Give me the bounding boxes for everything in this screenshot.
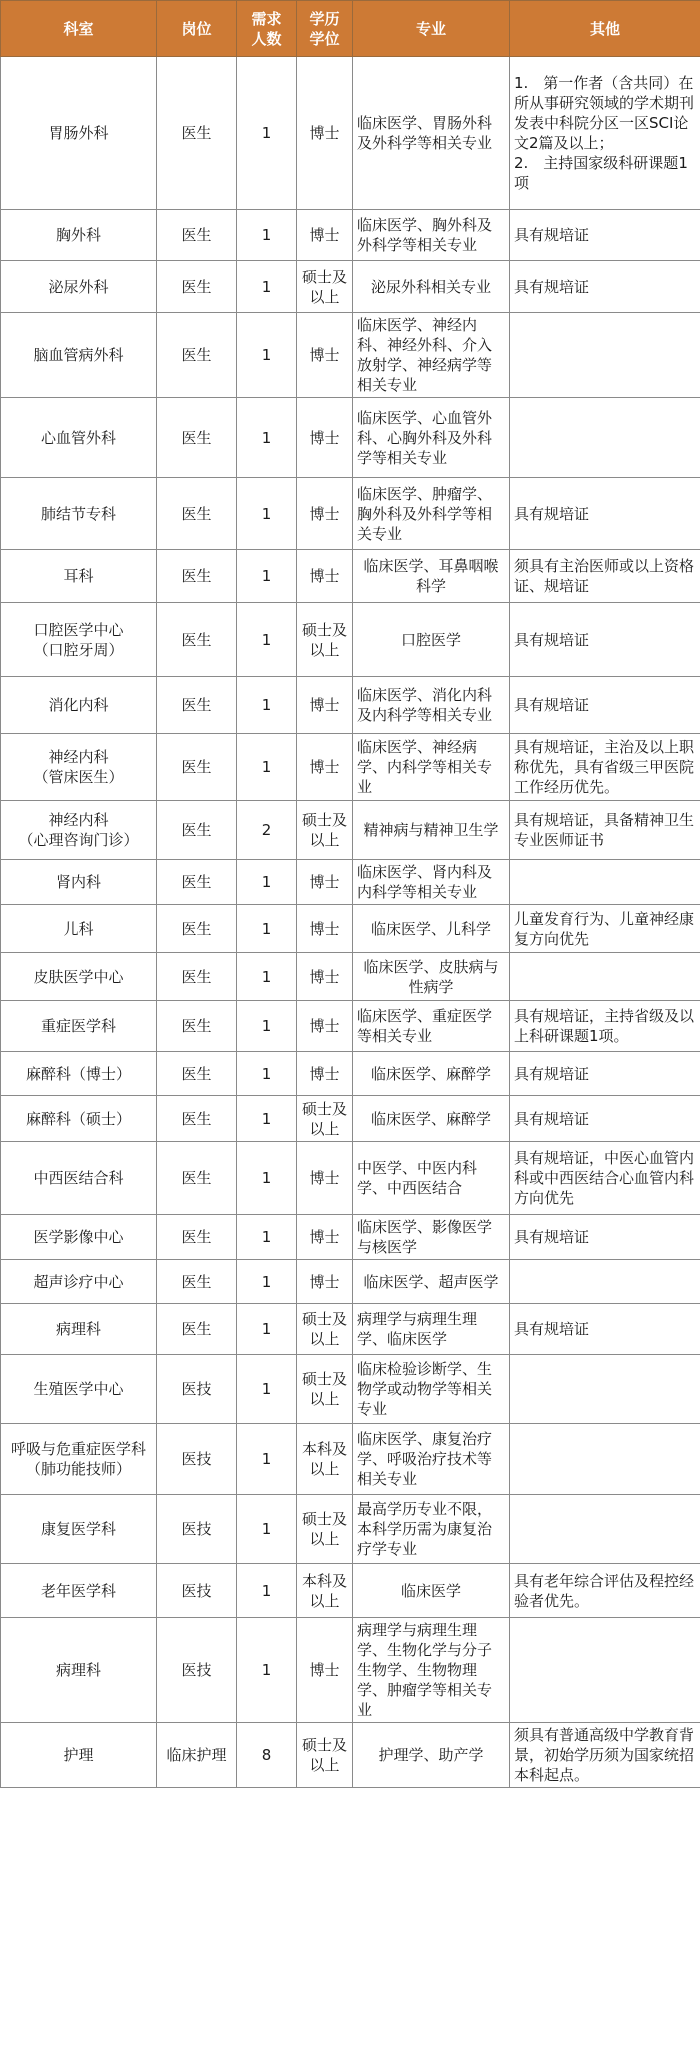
cell-major: 临床医学、神经病学、内科学等相关专业 [353, 734, 510, 801]
table-row [1, 1096, 700, 1142]
cell-count: 1 [237, 550, 297, 603]
cell-degree: 硕士及以上 [297, 1304, 353, 1355]
cell-degree: 博士 [297, 57, 353, 210]
table-row [1, 1260, 700, 1304]
cell-post: 医生 [157, 953, 237, 1001]
cell-dept: 肾内科 [1, 860, 157, 905]
cell-major: 临床医学、康复治疗学、呼吸治疗技术等相关专业 [353, 1424, 510, 1495]
table-row [1, 261, 700, 313]
cell-post: 医生 [157, 57, 237, 210]
table-row [1, 1052, 700, 1096]
cell-dept: 病理科 [1, 1618, 157, 1723]
cell-major: 病理学与病理生理学、生物化学与分子生物学、生物物理学、肿瘤学等相关专业 [353, 1618, 510, 1723]
cell-degree: 博士 [297, 1215, 353, 1260]
cell-other [510, 313, 700, 398]
cell-degree: 博士 [297, 905, 353, 953]
cell-other: 具有规培证 [510, 261, 700, 313]
cell-dept: 胸外科 [1, 210, 157, 261]
cell-post: 医生 [157, 478, 237, 550]
cell-dept: 消化内科 [1, 677, 157, 734]
cell-other [510, 1260, 700, 1304]
cell-count: 1 [237, 1304, 297, 1355]
cell-major: 精神病与精神卫生学 [353, 801, 510, 860]
cell-major: 临床医学、皮肤病与性病学 [353, 953, 510, 1001]
cell-other: 具有规培证，主持省级及以上科研课题1项。 [510, 1001, 700, 1052]
cell-major: 临床医学、影像医学与核医学 [353, 1215, 510, 1260]
cell-count: 1 [237, 478, 297, 550]
cell-count: 1 [237, 734, 297, 801]
cell-degree: 博士 [297, 860, 353, 905]
cell-count: 2 [237, 801, 297, 860]
cell-post: 医生 [157, 677, 237, 734]
cell-dept: 麻醉科（硕士） [1, 1096, 157, 1142]
cell-degree: 博士 [297, 1001, 353, 1052]
table-row [1, 1304, 700, 1355]
cell-major: 临床检验诊断学、生物学或动物学等相关专业 [353, 1355, 510, 1424]
table-row [1, 1723, 700, 1788]
cell-post: 医生 [157, 1215, 237, 1260]
cell-dept: 超声诊疗中心 [1, 1260, 157, 1304]
cell-other: 儿童发育行为、儿童神经康复方向优先 [510, 905, 700, 953]
cell-major: 临床医学 [353, 1564, 510, 1618]
cell-dept: 肺结节专科 [1, 478, 157, 550]
header-post: 岗位 [157, 1, 237, 57]
cell-post: 医生 [157, 210, 237, 261]
header-count: 需求 人数 [237, 1, 297, 57]
cell-degree: 硕士及以上 [297, 261, 353, 313]
cell-major: 临床医学、肿瘤学、胸外科及外科学等相关专业 [353, 478, 510, 550]
header-row [1, 1, 700, 57]
cell-count: 1 [237, 398, 297, 478]
cell-count: 1 [237, 1260, 297, 1304]
cell-post: 医技 [157, 1495, 237, 1564]
cell-major: 临床医学、重症医学等相关专业 [353, 1001, 510, 1052]
table-row [1, 57, 700, 210]
table-row [1, 1142, 700, 1215]
cell-major: 护理学、助产学 [353, 1723, 510, 1788]
cell-degree: 博士 [297, 1260, 353, 1304]
cell-degree: 博士 [297, 478, 353, 550]
cell-post: 医生 [157, 1052, 237, 1096]
cell-dept: 呼吸与危重症医学科 （肺功能技师） [1, 1424, 157, 1495]
cell-post: 医生 [157, 1304, 237, 1355]
table-row [1, 1001, 700, 1052]
cell-major: 口腔医学 [353, 603, 510, 677]
cell-degree: 博士 [297, 1052, 353, 1096]
cell-post: 医生 [157, 261, 237, 313]
cell-degree: 博士 [297, 677, 353, 734]
cell-degree: 博士 [297, 953, 353, 1001]
cell-major: 临床医学、麻醉学 [353, 1052, 510, 1096]
table-row [1, 313, 700, 398]
cell-count: 1 [237, 210, 297, 261]
cell-major: 中医学、中医内科学、中西医结合 [353, 1142, 510, 1215]
cell-major: 临床医学、肾内科及内科学等相关专业 [353, 860, 510, 905]
cell-dept: 医学影像中心 [1, 1215, 157, 1260]
cell-post: 医生 [157, 398, 237, 478]
cell-other [510, 398, 700, 478]
cell-other: 1. 第一作者（含共同）在所从事研究领域的学术期刊发表中科院分区一区SCI论文2篇及以上； 2. 主持国家级科研课题1项 [510, 57, 700, 210]
cell-degree: 博士 [297, 398, 353, 478]
header-dept: 科室 [1, 1, 157, 57]
header-major: 专业 [353, 1, 510, 57]
cell-dept: 病理科 [1, 1304, 157, 1355]
cell-major: 病理学与病理生理学、临床医学 [353, 1304, 510, 1355]
table-row [1, 677, 700, 734]
cell-dept: 皮肤医学中心 [1, 953, 157, 1001]
cell-post: 医生 [157, 603, 237, 677]
cell-post: 医生 [157, 801, 237, 860]
table-row [1, 603, 700, 677]
table-row [1, 905, 700, 953]
table-row [1, 210, 700, 261]
cell-count: 1 [237, 1495, 297, 1564]
cell-other [510, 1495, 700, 1564]
cell-other: 具有规培证 [510, 1096, 700, 1142]
cell-post: 医技 [157, 1424, 237, 1495]
cell-degree: 硕士及以上 [297, 1355, 353, 1424]
cell-other: 具有规培证，中医心血管内科或中西医结合心血管内科方向优先 [510, 1142, 700, 1215]
cell-dept: 心血管外科 [1, 398, 157, 478]
cell-dept: 胃肠外科 [1, 57, 157, 210]
cell-degree: 硕士及以上 [297, 801, 353, 860]
cell-count: 1 [237, 953, 297, 1001]
cell-dept: 康复医学科 [1, 1495, 157, 1564]
cell-major: 临床医学、心血管外科、心胸外科及外科学等相关专业 [353, 398, 510, 478]
cell-count: 1 [237, 603, 297, 677]
cell-dept: 儿科 [1, 905, 157, 953]
cell-post: 医生 [157, 1096, 237, 1142]
cell-other: 具有规培证 [510, 210, 700, 261]
cell-major: 临床医学、麻醉学 [353, 1096, 510, 1142]
cell-dept: 口腔医学中心 （口腔牙周） [1, 603, 157, 677]
header-other: 其他 [510, 1, 700, 57]
cell-post: 医生 [157, 905, 237, 953]
cell-other [510, 953, 700, 1001]
cell-post: 医技 [157, 1355, 237, 1424]
cell-other: 具有规培证 [510, 603, 700, 677]
table-row [1, 734, 700, 801]
cell-degree: 博士 [297, 313, 353, 398]
table-row [1, 1618, 700, 1723]
table-row [1, 1215, 700, 1260]
cell-other [510, 860, 700, 905]
cell-degree: 本科及以上 [297, 1424, 353, 1495]
cell-major: 临床医学、胸外科及外科学等相关专业 [353, 210, 510, 261]
cell-other [510, 1424, 700, 1495]
cell-other: 须具有普通高级中学教育背景，初始学历须为国家统招本科起点。 [510, 1723, 700, 1788]
cell-count: 1 [237, 57, 297, 210]
table-row [1, 1355, 700, 1424]
cell-other [510, 1618, 700, 1723]
cell-dept: 护理 [1, 1723, 157, 1788]
cell-major: 临床医学、胃肠外科及外科学等相关专业 [353, 57, 510, 210]
cell-dept: 老年医学科 [1, 1564, 157, 1618]
cell-post: 医技 [157, 1618, 237, 1723]
table-row [1, 1424, 700, 1495]
cell-count: 1 [237, 1424, 297, 1495]
cell-degree: 本科及以上 [297, 1564, 353, 1618]
cell-dept: 神经内科 （心理咨询门诊） [1, 801, 157, 860]
cell-major: 最高学历专业不限，本科学历需为康复治疗学专业 [353, 1495, 510, 1564]
header-degree: 学历 学位 [297, 1, 353, 57]
cell-degree: 硕士及以上 [297, 1096, 353, 1142]
cell-other: 须具有主治医师或以上资格证、规培证 [510, 550, 700, 603]
cell-count: 1 [237, 677, 297, 734]
cell-count: 1 [237, 1142, 297, 1215]
cell-post: 医生 [157, 313, 237, 398]
cell-count: 1 [237, 860, 297, 905]
cell-degree: 博士 [297, 1142, 353, 1215]
table-row [1, 478, 700, 550]
cell-other: 具有规培证 [510, 478, 700, 550]
cell-major: 临床医学、耳鼻咽喉科学 [353, 550, 510, 603]
cell-count: 8 [237, 1723, 297, 1788]
cell-post: 医技 [157, 1564, 237, 1618]
table-row [1, 550, 700, 603]
table-row [1, 860, 700, 905]
cell-degree: 硕士及以上 [297, 1723, 353, 1788]
cell-degree: 博士 [297, 1618, 353, 1723]
cell-degree: 博士 [297, 734, 353, 801]
cell-degree: 硕士及以上 [297, 603, 353, 677]
cell-other: 具有规培证 [510, 677, 700, 734]
cell-count: 1 [237, 1001, 297, 1052]
cell-count: 1 [237, 1215, 297, 1260]
cell-degree: 硕士及以上 [297, 1495, 353, 1564]
cell-dept: 重症医学科 [1, 1001, 157, 1052]
cell-degree: 博士 [297, 210, 353, 261]
cell-count: 1 [237, 1564, 297, 1618]
cell-other: 具有规培证 [510, 1304, 700, 1355]
table-row [1, 953, 700, 1001]
cell-degree: 博士 [297, 550, 353, 603]
cell-post: 医生 [157, 734, 237, 801]
cell-dept: 神经内科 （管床医生） [1, 734, 157, 801]
cell-other: 具有老年综合评估及程控经验者优先。 [510, 1564, 700, 1618]
table-row [1, 801, 700, 860]
cell-count: 1 [237, 313, 297, 398]
cell-post: 临床护理 [157, 1723, 237, 1788]
cell-post: 医生 [157, 860, 237, 905]
cell-dept: 麻醉科（博士） [1, 1052, 157, 1096]
cell-major: 临床医学、神经内科、神经外科、介入放射学、神经病学等相关专业 [353, 313, 510, 398]
cell-dept: 脑血管病外科 [1, 313, 157, 398]
cell-count: 1 [237, 261, 297, 313]
cell-major: 泌尿外科相关专业 [353, 261, 510, 313]
cell-dept: 耳科 [1, 550, 157, 603]
cell-other [510, 1355, 700, 1424]
cell-count: 1 [237, 1052, 297, 1096]
cell-dept: 泌尿外科 [1, 261, 157, 313]
cell-count: 1 [237, 1096, 297, 1142]
cell-dept: 中西医结合科 [1, 1142, 157, 1215]
cell-post: 医生 [157, 1142, 237, 1215]
cell-major: 临床医学、超声医学 [353, 1260, 510, 1304]
cell-post: 医生 [157, 1260, 237, 1304]
cell-count: 1 [237, 905, 297, 953]
table-row [1, 1495, 700, 1564]
cell-count: 1 [237, 1618, 297, 1723]
cell-other: 具有规培证，具备精神卫生专业医师证书 [510, 801, 700, 860]
cell-count: 1 [237, 1355, 297, 1424]
cell-dept: 生殖医学中心 [1, 1355, 157, 1424]
cell-post: 医生 [157, 550, 237, 603]
cell-major: 临床医学、儿科学 [353, 905, 510, 953]
cell-other: 具有规培证，主治及以上职称优先，具有省级三甲医院工作经历优先。 [510, 734, 700, 801]
cell-other: 具有规培证 [510, 1215, 700, 1260]
table-row [1, 1564, 700, 1618]
cell-post: 医生 [157, 1001, 237, 1052]
table-row [1, 398, 700, 478]
cell-other: 具有规培证 [510, 1052, 700, 1096]
cell-major: 临床医学、消化内科及内科学等相关专业 [353, 677, 510, 734]
